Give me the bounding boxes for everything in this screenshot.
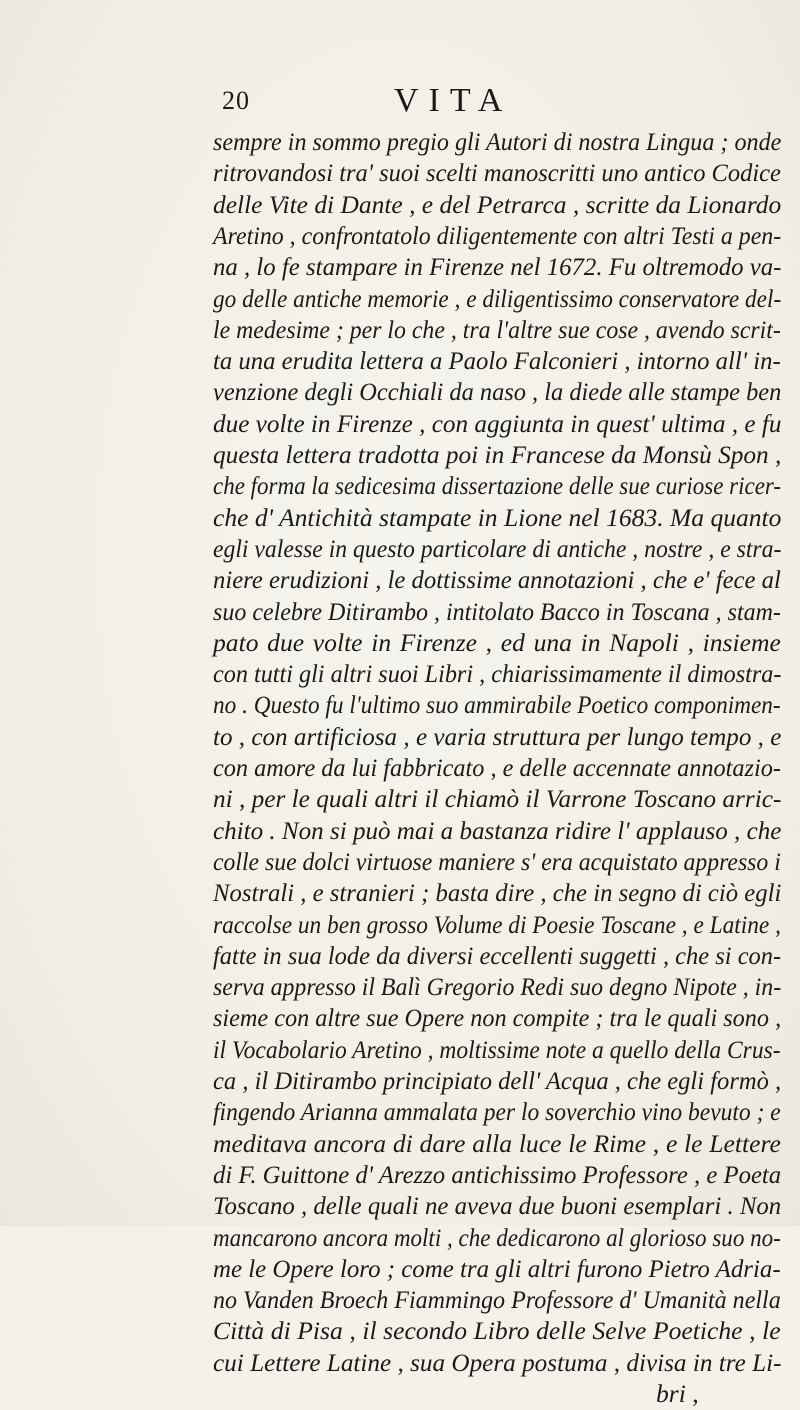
page-number: 20 (222, 86, 250, 115)
text-line: to , con artificiosa , e varia struttura per lungo tempo , e (213, 721, 782, 751)
text-line: due volte in Firenze , con aggiunta in quest' ultima , e fu (213, 408, 782, 438)
text-line: questa lettera tradotta poi in Francese da Monsù Spon , (213, 440, 782, 469)
text-line: colle sue dolci virtuose maniere s' era acquistato appresso i (213, 846, 781, 876)
page-header (0, 82, 800, 126)
text-line: raccolse un ben grosso Volume di Poesie Toscane , e Latine , (213, 909, 781, 939)
text-line: Città di Pisa , il secondo Libro delle Selve Poetiche , le (213, 1316, 781, 1346)
text-line: serva appresso il Balì Gregorio Redi suo degno Nipote , in- (213, 972, 782, 1002)
text-line: na , lo fe stampare in Firenze nel 1672. Fu oltremodo va- (213, 252, 782, 282)
text-line: bri , (656, 1379, 699, 1408)
text-line: sempre in sommo pregio gli Autori di nostra Lingua ; onde (213, 127, 782, 156)
text-line: ritrovandosi tra' suoi scelti manoscritti uno antico Codice (213, 158, 781, 188)
text-line: le medesime ; per lo che , tra l'altre sue cose , avendo scrit- (213, 314, 781, 344)
text-line: no . Questo fu l'ultimo suo ammirabile Poetico componimen- (213, 690, 781, 720)
text-line: suo celebre Ditirambo , intitolato Bacco in Toscana , stam- (213, 596, 781, 626)
text-line: Aretino , confrontatolo diligentemente con altri Testi a pen- (213, 220, 782, 250)
text-line: no Vanden Broech Fiammingo Professore d' Umanità nella (213, 1285, 781, 1315)
text-line: egli valesse in questo particolare di antiche , nostre , e stra- (213, 533, 782, 563)
text-line: niere erudizioni , le dottissime annotazioni , che e' fece al (213, 565, 781, 595)
text-line: che d' Antichità stampate in Lione nel 1683. Ma quanto (213, 502, 782, 532)
text-line: delle Vite di Dante , e del Petrarca , scritte da Lionardo (213, 189, 782, 219)
text-line: pato due volte in Firenze , ed una in Napoli , insieme (213, 627, 781, 657)
text-line: ni , per le quali altri il chiamò il Varrone Toscano arric- (213, 784, 782, 814)
text-line: go delle antiche memorie , e diligentissimo conservatore del- (213, 283, 782, 313)
text-line: venzione degli Occhiali da naso , la diede alle stampe ben (213, 377, 782, 407)
text-line: con tutti gli altri suoi Libri , chiarissimamente il dimostra- (213, 659, 782, 689)
text-line: chito . Non si può mai a bastanza ridire l' applauso , che (213, 815, 782, 845)
text-line: ta una erudita lettera a Paolo Falconieri , intorno all' in- (213, 346, 781, 376)
text-line: sieme con altre sue Opere non compite ; tra le quali sono , (213, 1003, 782, 1033)
text-line: con amore da lui fabbricato , e delle accennate annotazio- (213, 753, 781, 782)
text-line: Toscano , delle quali ne aveva due buoni esemplari . Non (213, 1191, 782, 1221)
text-line: mancarono ancora molti , che dedicarono al glorioso suo no- (213, 1222, 781, 1252)
text-line: ca , il Ditirambo principiato dell' Acqua , che egli formò , (213, 1066, 782, 1095)
text-line: Nostrali , e stranieri ; basta dire , che in segno di ciò egli (213, 878, 782, 908)
text-line: fingendo Arianna ammalata per lo soverchio vino bevuto ; e (213, 1097, 781, 1127)
text-line: cui Lettere Latine , sua Opera postuma , divisa in tre Li- (213, 1347, 782, 1377)
text-line: il Vocabolario Aretino , moltissime note a quello della Crus- (213, 1034, 781, 1064)
text-line: fatte in sua lode da diversi eccellenti suggetti , che si con- (213, 940, 782, 970)
running-head: VITA (394, 82, 513, 119)
text-line: meditava ancora di dare alla luce le Rime , e le Lettere (213, 1128, 781, 1158)
text-line: che forma la sedicesima dissertazione delle sue curiose ricer- (213, 471, 782, 501)
text-line: me le Opere loro ; come tra gli altri furono Pietro Adria- (213, 1253, 781, 1283)
text-line: di F. Guittone d' Arezzo antichissimo Professore , e Poeta (213, 1159, 782, 1189)
